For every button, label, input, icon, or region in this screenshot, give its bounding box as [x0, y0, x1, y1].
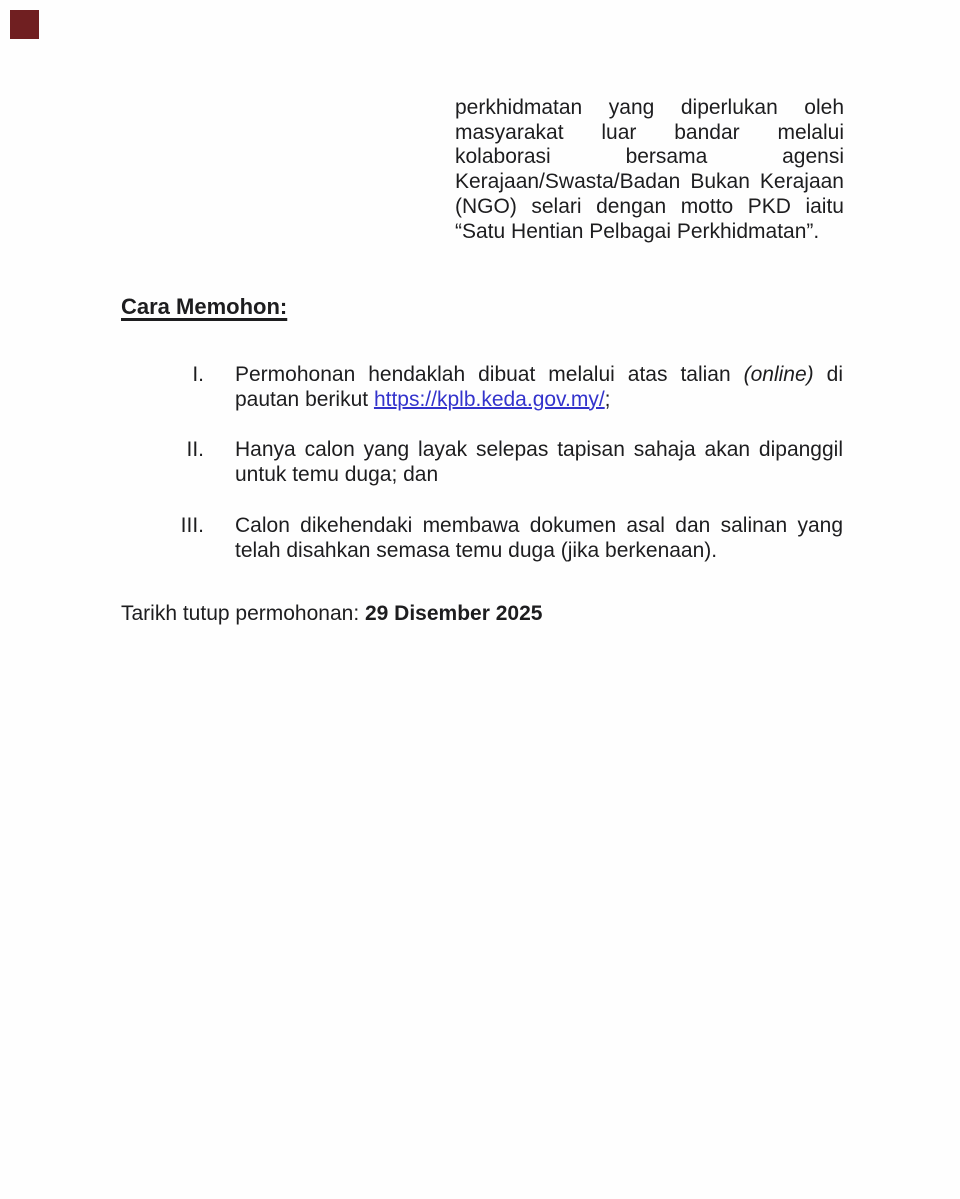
list-item-2-line-2: untuk temu duga; dan — [235, 462, 439, 486]
section-heading-cara-memohon: Cara Memohon: — [121, 294, 288, 319]
roman-numeral-1: I. — [192, 363, 204, 386]
closing-deadline-line — [121, 602, 542, 627]
roman-numeral-3: III. — [180, 514, 204, 537]
paragraph-line: (NGO) selari dengan motto PKD iaitu — [455, 194, 844, 218]
list-item-2-line-1: Hanya calon yang layak selepas tapisan sahaja akan dipanggil — [235, 438, 843, 461]
list-item-1-tail: di — [813, 363, 843, 386]
deadline-date: 29 Disember 2025 — [364, 602, 543, 625]
paragraph-line: kolaborasi bersama agensi — [455, 145, 844, 169]
list-item-1-text: Permohonan hendaklah dibuat melalui atas talian — [235, 363, 744, 386]
paragraph-line: “Satu Hentian Pelbagai Perkhidmatan”. — [455, 219, 820, 243]
paragraph-line: Kerajaan/Swasta/Badan Bukan Kerajaan — [455, 170, 844, 194]
list-item-3-line-1: Calon dikehendaki membawa dokumen asal dan salinan yang — [235, 514, 843, 537]
link-suffix-text: ; — [604, 387, 611, 411]
paragraph-line: perkhidmatan yang diperlukan oleh — [455, 96, 844, 119]
link-prefix-text: pautan berikut — [235, 387, 374, 411]
deadline-label: Tarikh tutup permohonan: — [121, 602, 365, 625]
photo-corner-artifact — [10, 10, 39, 39]
online-italic-text: (online) — [743, 363, 814, 386]
application-link[interactable]: https://kplb.keda.gov.my/ — [373, 387, 605, 411]
intro-paragraph — [455, 96, 844, 244]
list-item-1-line-2 — [235, 388, 843, 413]
list-item-1-line-1 — [235, 363, 843, 388]
roman-numeral-2: II. — [186, 438, 204, 461]
list-item-3-line-2: telah disahkan semasa temu duga (jika berkenaan). — [235, 538, 718, 562]
paragraph-line: masyarakat luar bandar melalui — [455, 120, 844, 144]
